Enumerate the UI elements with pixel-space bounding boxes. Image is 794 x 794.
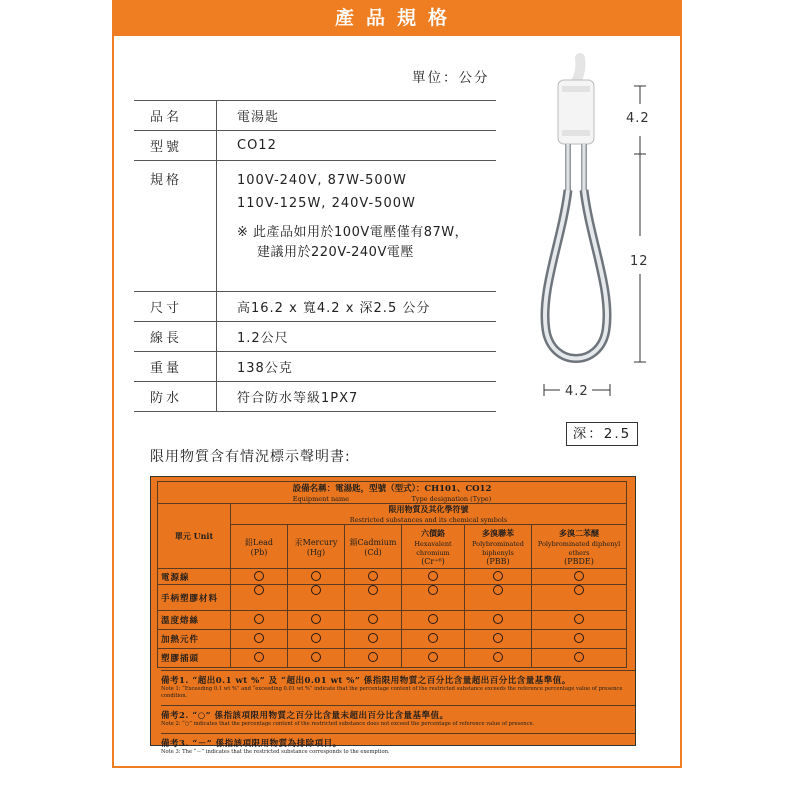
- compliant-circle-icon: [428, 652, 438, 662]
- compliant-circle-icon: [254, 585, 264, 595]
- unit-label: 單位：公分: [412, 70, 490, 86]
- rohs-row: 溫度熔絲: [158, 611, 627, 630]
- section-banner: 產品規格: [112, 0, 682, 36]
- spec-value: 電湯匙: [217, 101, 497, 131]
- spec-note-line-2: 建議用於220V-240V電壓: [257, 245, 414, 260]
- compliant-circle-icon: [574, 571, 584, 581]
- compliant-circle-icon: [574, 633, 584, 643]
- compliant-circle-icon: [574, 614, 584, 624]
- compliant-circle-icon: [574, 585, 584, 595]
- compliant-circle-icon: [368, 571, 378, 581]
- compliant-circle-icon: [368, 614, 378, 624]
- spec-label: 型號: [134, 131, 217, 161]
- rohs-declaration: [150, 476, 636, 755]
- rohs-type-en: Type designation (Type): [411, 495, 492, 503]
- rohs-unit-header: 單元 Unit: [158, 504, 231, 569]
- compliant-circle-icon: [311, 585, 321, 595]
- compliant-circle-icon: [311, 571, 321, 581]
- compliant-circle-icon: [311, 652, 321, 662]
- rohs-col-mercury: 汞Mercury (Hg): [288, 525, 345, 569]
- compliant-circle-icon: [368, 585, 378, 595]
- compliant-circle-icon: [574, 652, 584, 662]
- rohs-row: 手柄塑膠材料: [158, 585, 627, 611]
- spec-value: 1.2公尺: [217, 322, 497, 352]
- dimension-depth: 深：2.5: [566, 422, 638, 446]
- compliant-circle-icon: [428, 585, 438, 595]
- compliant-circle-icon: [428, 633, 438, 643]
- rohs-equipment-zh: 設備名稱：電湯匙，型號（型式）：CH101、CO12: [292, 484, 492, 494]
- compliant-circle-icon: [493, 585, 503, 595]
- compliant-circle-icon: [311, 614, 321, 624]
- spec-voltage-line-1: 100V-240V, 87W-500W: [237, 173, 407, 188]
- rohs-equipment-en: Equipment name: [292, 495, 350, 503]
- heater-illustration: [520, 50, 670, 400]
- spec-value: 符合防水等級1PX7: [217, 382, 497, 412]
- spec-note-line-1: ※ 此產品如用於100V電壓僅有87W，: [237, 225, 469, 240]
- spec-label: 品名: [134, 101, 217, 131]
- spec-row-specification: [134, 161, 496, 292]
- spec-row-waterproof: [134, 382, 496, 412]
- spec-label: 尺寸: [134, 292, 217, 322]
- rohs-col-lead: 鉛Lead (Pb): [231, 525, 288, 569]
- rohs-row: 塑膠插頭: [158, 649, 627, 668]
- spec-row-model: [134, 131, 496, 161]
- compliant-circle-icon: [493, 652, 503, 662]
- rohs-col-pbb: 多溴聯苯 Polybrominated biphenyls (PBB): [465, 525, 532, 569]
- compliant-circle-icon: [493, 633, 503, 643]
- rohs-table: [157, 481, 627, 668]
- dimension-top: 4.2: [626, 111, 650, 126]
- compliant-circle-icon: [254, 652, 264, 662]
- dimension-height: 12: [630, 254, 649, 269]
- spec-row-cord: [134, 322, 496, 352]
- compliant-circle-icon: [254, 614, 264, 624]
- rohs-substances-en: Restricted substances and its chemical symbols: [349, 516, 508, 524]
- rohs-substances-zh: 限用物質及其化學符號: [388, 504, 469, 514]
- rohs-row: 加熱元件: [158, 630, 627, 649]
- spec-label: 規格: [134, 161, 217, 292]
- compliant-circle-icon: [428, 614, 438, 624]
- compliant-circle-icon: [368, 652, 378, 662]
- spec-value: 138公克: [217, 352, 497, 382]
- spec-label: 線長: [134, 322, 217, 352]
- compliant-circle-icon: [254, 633, 264, 643]
- dimension-width: 4.2: [565, 384, 589, 399]
- spec-row-weight: [134, 352, 496, 382]
- compliant-circle-icon: [254, 571, 264, 581]
- compliant-circle-icon: [368, 633, 378, 643]
- spec-value: CO12: [217, 131, 497, 161]
- spec-label: 重量: [134, 352, 217, 382]
- compliant-circle-icon: [428, 571, 438, 581]
- rohs-col-cadmium: 鎘Cadmium (Cd): [345, 525, 402, 569]
- rohs-note-1: 備考1. “超出0.1 wt %” 及 “超出0.01 wt %” 係指限用物質之百分比含量超出百分比含量基準值。 Note 1: “Exceeding 0.1 wt %” and “exceeding 0.01 wt %” indicate that the percentage content of the restricted substance exceeds the reference percentage value of presence condition.: [161, 670, 635, 700]
- spec-label: 防水: [134, 382, 217, 412]
- spec-row-name: [134, 101, 496, 131]
- rohs-notes: [161, 670, 635, 756]
- spec-table: [134, 100, 496, 412]
- rohs-row: 電源線: [158, 569, 627, 585]
- rohs-col-chromium: 六價鉻 Hexavalent chromium (Cr⁺⁶): [402, 525, 465, 569]
- compliant-circle-icon: [493, 614, 503, 624]
- rohs-note-2: 備考2. “○” 係指該項限用物質之百分比含量未超出百分比含量基準值。 Note 2: “○” indicates that the percentage content of the restricted substance does not exceed the percentage of reference value of presence.: [161, 705, 635, 728]
- rohs-note-3: 備考3. “－” 係指該項限用物質為排除項目。 Note 3: The “－” indicates that the restricted substance corresponds to the exemption.: [161, 733, 635, 756]
- rohs-col-pbde: 多溴二苯醚 Polybrominated diphenyl ethers (PBDE): [532, 525, 627, 569]
- compliant-circle-icon: [311, 633, 321, 643]
- compliant-circle-icon: [493, 571, 503, 581]
- spec-voltage-line-2: 110V-125W, 240V-500W: [237, 196, 416, 211]
- spec-row-size: [134, 292, 496, 322]
- rohs-title: 限用物質含有情況標示聲明書:: [150, 449, 351, 465]
- spec-value: 高16.2 x 寬4.2 x 深2.5 公分: [217, 292, 497, 322]
